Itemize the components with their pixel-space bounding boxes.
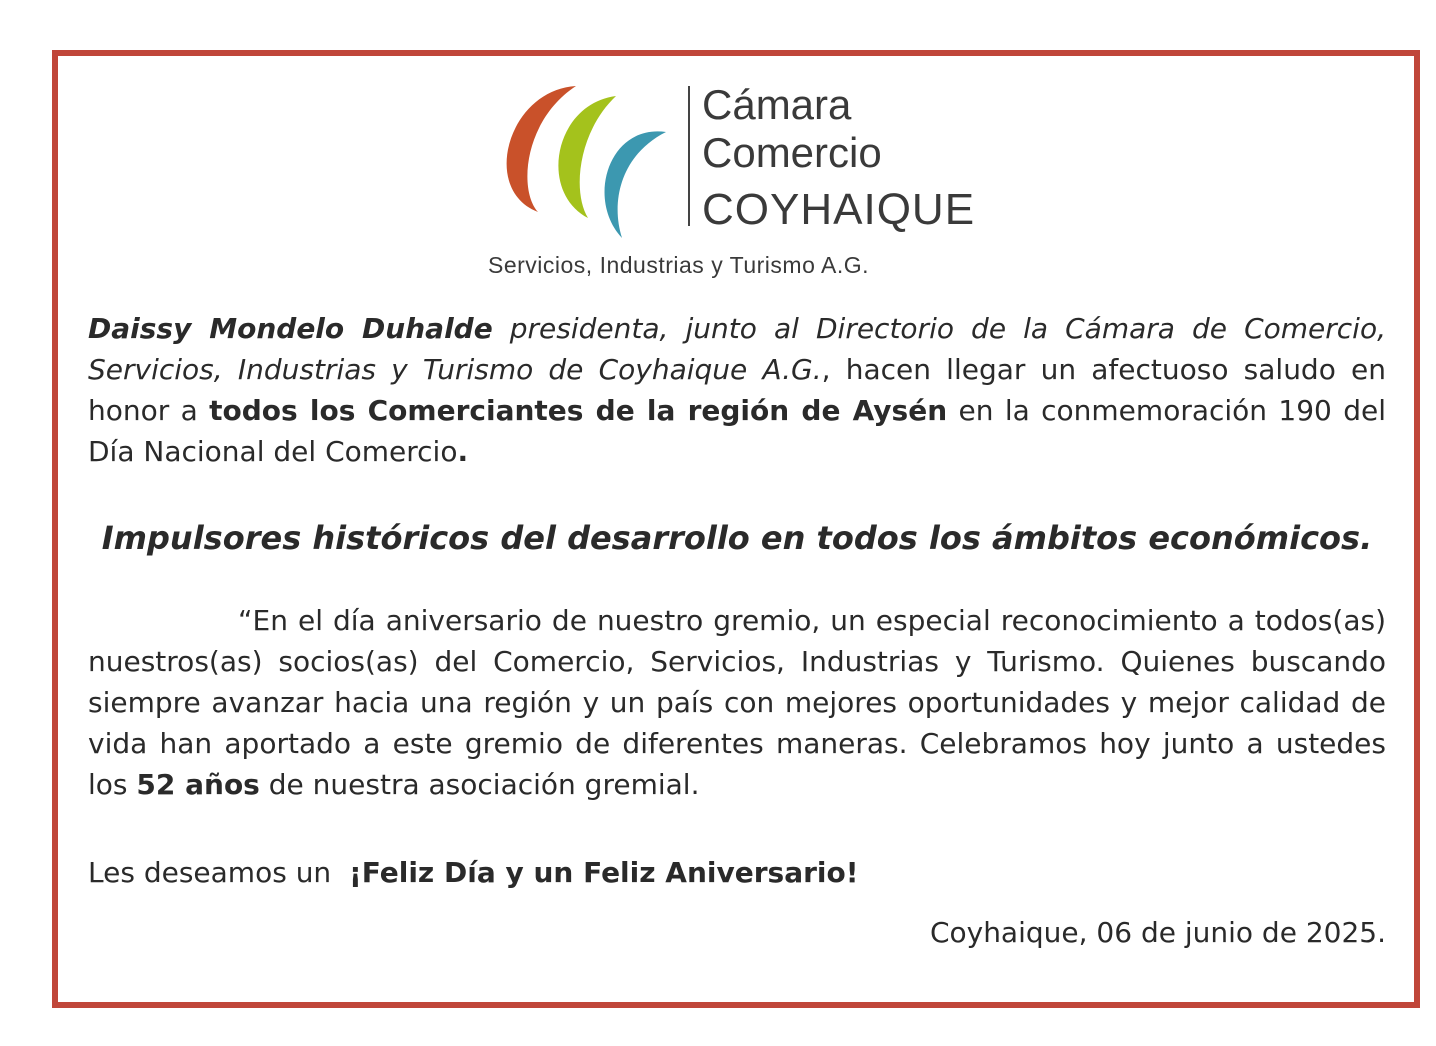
president-name: Daissy Mondelo Duhalde: [88, 312, 493, 345]
wish-strong: ¡Feliz Día y un Feliz Aniversario!: [348, 856, 859, 889]
intro-highlight: todos los Comerciantes de la región de Aysén: [209, 394, 948, 427]
logo-text-camara: Cámara: [702, 81, 852, 128]
logo-divider: [688, 86, 690, 226]
wish-line: [88, 852, 1386, 893]
intro-end: .: [457, 435, 469, 468]
logo-arcs-icon: [488, 80, 688, 250]
logo-text-coyhaique: COYHAIQUE: [702, 185, 976, 234]
wish-prefix: Les deseamos un: [88, 856, 349, 889]
quote-text-2: de nuestra asociación gremial.: [259, 768, 700, 801]
quote-text-1: “En el día aniversario de nuestro gremio, un especial reconocimiento a todos(as) nuestros(as) socios(as) del Comercio, Servicios, Industrias y Turismo. Quienes buscando siempre avanzar hacia una región y un país con mejores oportunidades y mejor calidad de vida han aportado a este gremio de diferentes maneras. Celebramos hoy junto a ustedes los: [88, 604, 1386, 801]
section-heading: Impulsores históricos del desarrollo en todos los ámbitos económicos.: [101, 519, 1373, 557]
logo-text-comercio: Comercio: [702, 129, 882, 176]
quote-highlight: 52 años: [136, 768, 260, 801]
chamber-logo: [488, 80, 1008, 280]
logo-subtitle: Servicios, Industrias y Turismo A.G.: [488, 252, 870, 278]
president-role: presidenta, junto al Directorio de la Cámara de Comercio, Servicios, Industrias y Turismo de Coyhaique A.G.: [88, 312, 1386, 386]
intro-paragraph: [88, 308, 1386, 472]
document-date: Coyhaique, 06 de junio de 2025.: [929, 916, 1386, 949]
quote-paragraph: [88, 600, 1386, 805]
intro-text-2: en la conmemoración 190 del Día Nacional del Comercio: [88, 394, 1386, 468]
intro-text-1: , hacen llegar un afectuoso saludo en honor a: [88, 353, 1386, 427]
